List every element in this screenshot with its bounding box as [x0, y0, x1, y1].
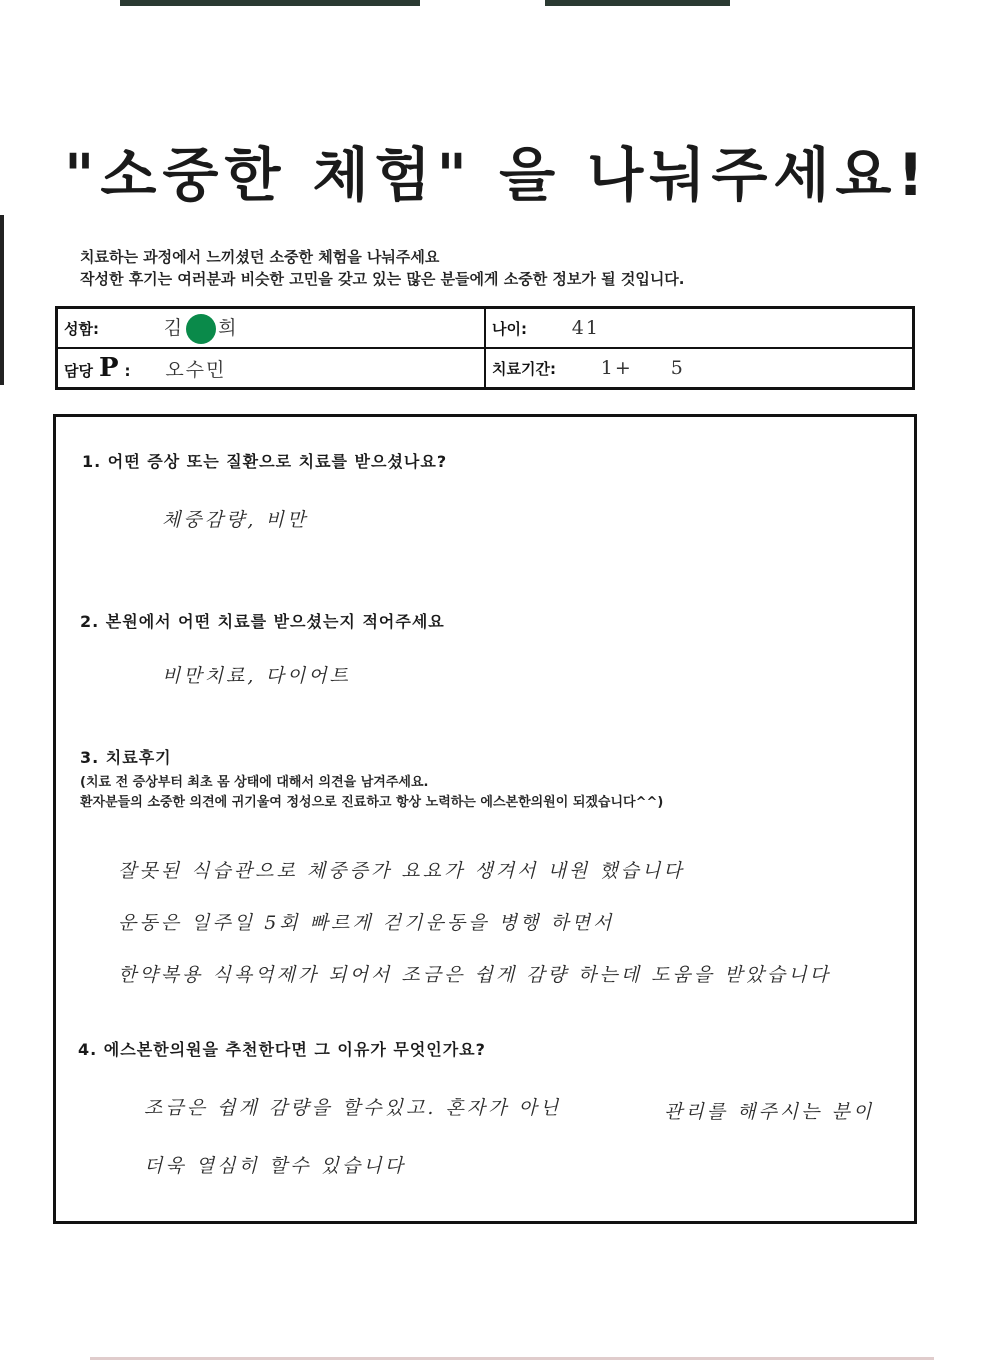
manager-value: 오수민	[165, 359, 227, 381]
age-cell	[485, 308, 914, 349]
answer-4-line-2: 더욱 열심히 할수 있습니다	[144, 1155, 407, 1177]
question-3: 3. 치료후기	[80, 748, 172, 767]
redaction-dot	[186, 314, 216, 344]
answer-3-line-3: 한약복용 식욕억제가 되어서 조금은 쉽게 감량 하는데 도움을 받았습니다	[118, 964, 831, 986]
question-4: 4. 에스본한의원을 추천한다면 그 이유가 무엇인가요?	[78, 1040, 486, 1059]
age-value: 41	[571, 317, 600, 339]
period-cell	[485, 348, 914, 389]
manager-label: 담당	[64, 362, 93, 380]
name-label: 성함:	[64, 319, 99, 338]
answer-3	[118, 845, 831, 1001]
survey-box	[53, 414, 917, 1224]
period-label: 치료기간:	[492, 360, 556, 378]
note-line-2: 환자분들의 소중한 의견에 귀기울여 정성으로 진료하고 항상 노력하는 에스본한의원이 되겠습니다^^)	[80, 795, 664, 810]
answer-4-line-1b: 관리를 해주시는 분이	[664, 1101, 875, 1123]
scan-edge-mark	[120, 0, 420, 6]
intro-text	[80, 246, 685, 290]
patient-info-table	[55, 306, 915, 390]
question-2: 2. 본원에서 어떤 치료를 받으셨는지 적어주세요	[80, 612, 445, 631]
scan-edge-mark	[545, 0, 730, 6]
answer-3-line-2: 운동은 일주일 5회 빠르게 걷기운동을 병행 하면서	[118, 912, 615, 934]
intro-line-2: 작성한 후기는 여러분과 비슷한 고민을 갖고 있는 많은 분들에게 소중한 정보가 될 것입니다.	[80, 270, 685, 288]
name-first: 김	[163, 316, 185, 339]
scan-edge-mark	[90, 1357, 934, 1360]
intro-line-1: 치료하는 과정에서 느끼셨던 소중한 체험을 나눠주세요	[80, 248, 440, 266]
note-line-1: (치료 전 증상부터 최초 몸 상태에 대해서 의견을 남겨주세요.	[80, 775, 429, 790]
manager-cell	[57, 348, 486, 389]
answer-2: 비만치료, 다이어트	[162, 665, 351, 687]
name-last: 희	[218, 316, 239, 339]
manager-p-letter: P	[98, 353, 119, 383]
age-label: 나이:	[492, 320, 527, 338]
scan-edge-mark	[0, 215, 4, 385]
question-1: 1. 어떤 증상 또는 질환으로 치료를 받으셨나요?	[82, 452, 448, 471]
name-cell	[57, 308, 486, 349]
manager-colon: :	[124, 362, 131, 380]
answer-4-line-1a: 조금은 쉽게 감량을 할수있고. 혼자가 아닌	[144, 1097, 562, 1119]
answer-1: 체중감량, 비만	[162, 509, 309, 531]
page-title: "소중한 체험" 을 나눠주세요!	[64, 141, 930, 209]
period-value: 1+ 5	[600, 357, 685, 379]
answer-3-line-1: 잘못된 식습관으로 체중증가 요요가 생겨서 내원 했습니다	[118, 860, 685, 882]
name-value	[164, 313, 239, 344]
question-3-note	[80, 773, 663, 813]
